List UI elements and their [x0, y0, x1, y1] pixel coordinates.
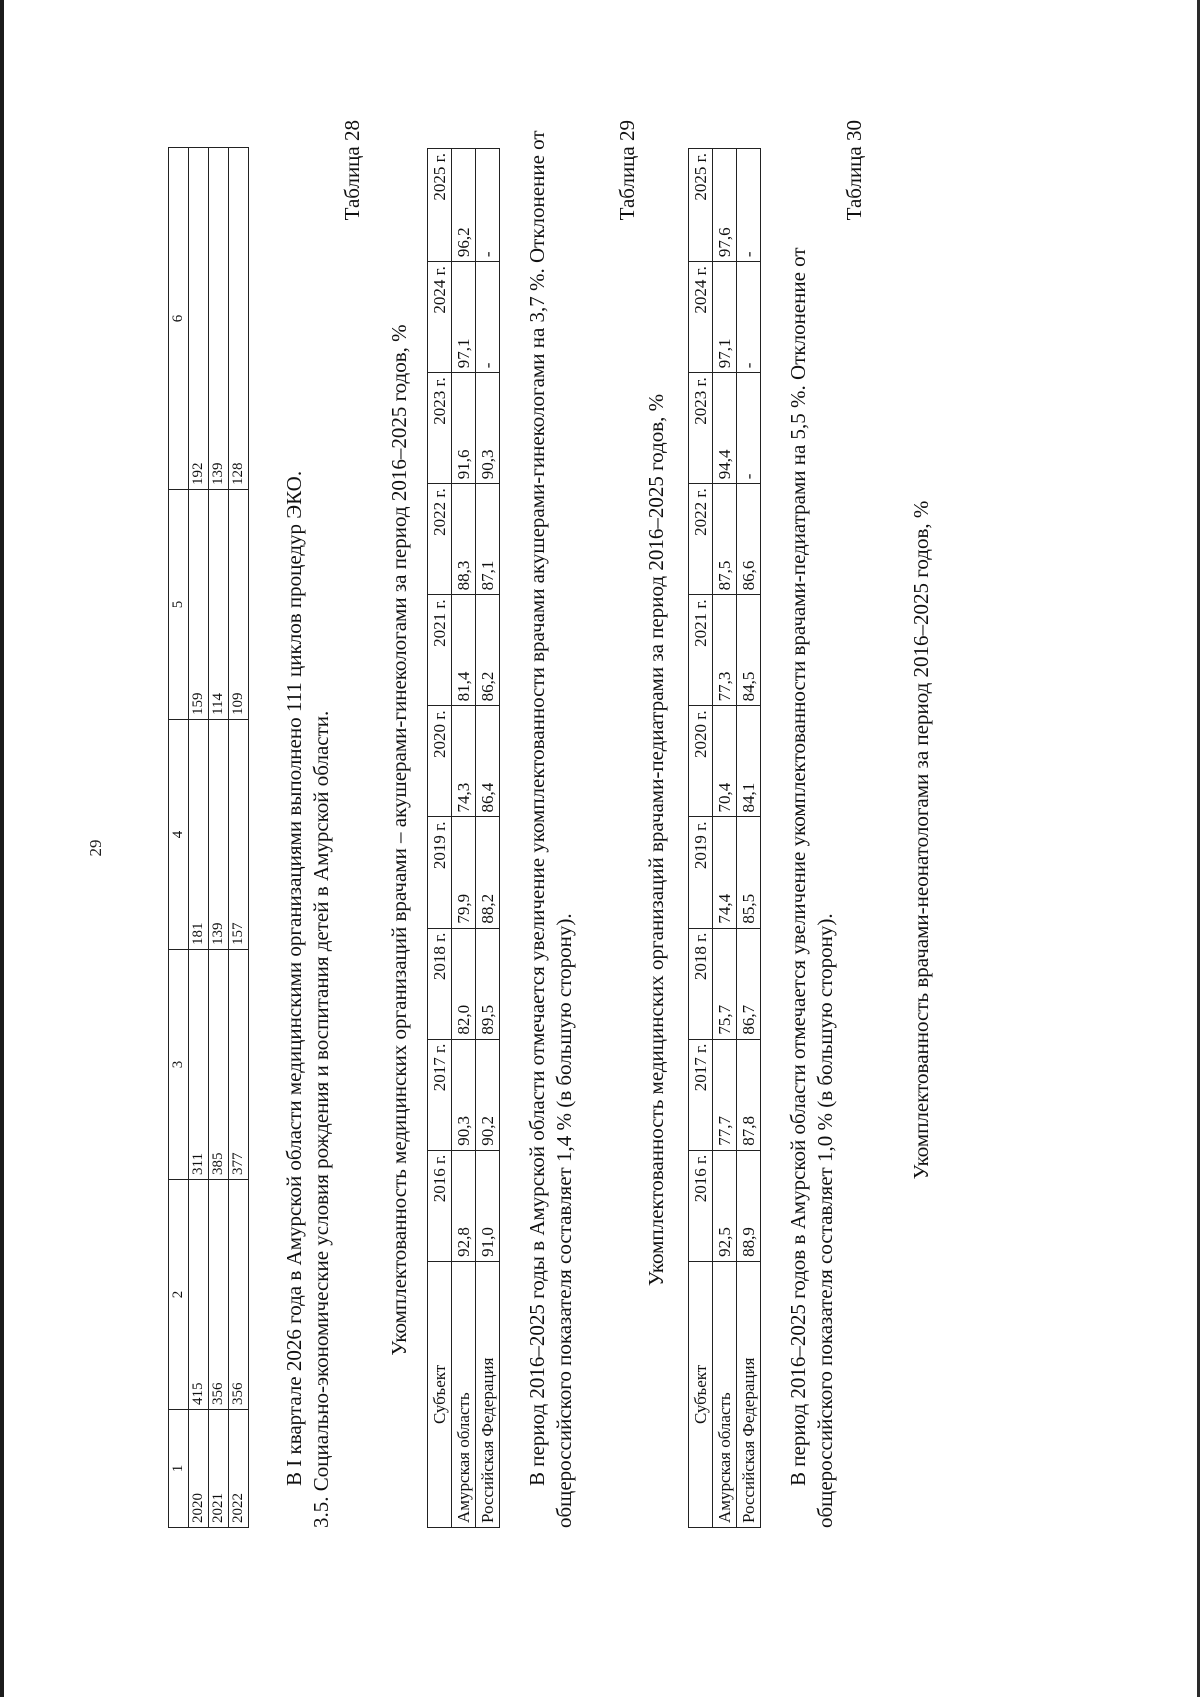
table-row: [189, 148, 209, 1528]
table-cell: -: [476, 149, 500, 262]
table-header-row: [169, 148, 189, 1528]
column-header: 2019 г.: [689, 817, 713, 928]
column-header: 2016 г.: [689, 1150, 713, 1261]
table-row: [737, 149, 761, 1528]
column-header: 2016 г.: [428, 1150, 452, 1261]
table-cell: 90,3: [476, 373, 500, 484]
column-header: 2022 г.: [689, 484, 713, 595]
table-cell: 86,6: [737, 484, 761, 595]
table-cell: 86,2: [476, 595, 500, 706]
table-cell: 86,4: [476, 706, 500, 817]
table-cell: 92,5: [713, 1150, 737, 1261]
table-29-note: В период 2016–2025 годов в Амурской области отмечается увеличение укомплектованности врачами-педиатрами на 5,5 %. Отклонение от общероссийского показателя составляет 1,0 % (в большую сторону).: [786, 247, 837, 1528]
column-header: 2024 г.: [689, 262, 713, 373]
table-cell: 70,4: [713, 706, 737, 817]
table-cell: 159: [189, 490, 209, 720]
table-cell: 88,9: [737, 1150, 761, 1261]
table-cell: 377: [229, 950, 249, 1180]
table-cell: 94,4: [713, 373, 737, 484]
column-header: 2020 г.: [428, 706, 452, 817]
table-30-label: Таблица 30: [842, 120, 866, 221]
table-29: [688, 148, 761, 1528]
table-cell: 192: [189, 148, 209, 490]
section-heading: 3.5. Социально-экономические условия рождения и воспитания детей в Амурской области.: [309, 710, 333, 1528]
column-header: 2017 г.: [428, 1039, 452, 1150]
table-cell: 356: [229, 1180, 249, 1410]
column-header: 2025 г.: [428, 149, 452, 262]
table-cell: 128: [229, 148, 249, 490]
column-header: 2: [169, 1180, 189, 1410]
table-cell: -: [737, 149, 761, 262]
table-cell: 77,3: [713, 595, 737, 706]
table-cell: 109: [229, 490, 249, 720]
table-cell: 87,1: [476, 484, 500, 595]
column-header: 2021 г.: [689, 595, 713, 706]
column-header: 5: [169, 490, 189, 720]
table-cell: 87,5: [713, 484, 737, 595]
column-header: 2020 г.: [689, 706, 713, 817]
table-cell: 84,1: [737, 706, 761, 817]
column-header: 1: [169, 1410, 189, 1528]
table-cell: 91,6: [452, 373, 476, 484]
table-cell: 91,0: [476, 1150, 500, 1261]
table-cell: 356: [209, 1180, 229, 1410]
table-cell: 90,3: [452, 1039, 476, 1150]
column-header: 2023 г.: [428, 373, 452, 484]
column-header: 6: [169, 148, 189, 490]
table-cell: 2021: [209, 1410, 229, 1528]
table-cell: Амурская область: [452, 1261, 476, 1527]
table-cell: 81,4: [452, 595, 476, 706]
table-28: [427, 148, 500, 1528]
column-header: 2024 г.: [428, 262, 452, 373]
table-row: [476, 149, 500, 1528]
table-header-row: [428, 149, 452, 1528]
column-header: Субъект: [689, 1261, 713, 1527]
column-header: 2018 г.: [689, 928, 713, 1039]
table-29-title: Укомплектованность медицинских организаций врачами-педиатрами за период 2016–2025 годов, %: [644, 393, 668, 1287]
column-header: 2021 г.: [428, 595, 452, 706]
page-number: 29: [86, 839, 105, 857]
table-cell: 87,8: [737, 1039, 761, 1150]
table-cell: 82,0: [452, 928, 476, 1039]
table-28-title: Укомплектованность медицинских организаций врачами – акушерами-гинекологами за период 2016–2025 годов, %: [387, 324, 411, 1356]
table-cell: 85,5: [737, 817, 761, 928]
table-cell: 74,3: [452, 706, 476, 817]
table-cell: 97,1: [452, 262, 476, 373]
table-cell: 157: [229, 720, 249, 950]
procedures-table: [168, 147, 249, 1528]
table-cell: 2022: [229, 1410, 249, 1528]
table-cell: 88,2: [476, 817, 500, 928]
column-header: Субъект: [428, 1261, 452, 1527]
table-cell: 84,5: [737, 595, 761, 706]
table-cell: 92,8: [452, 1150, 476, 1261]
column-header: 2017 г.: [689, 1039, 713, 1150]
table-header-row: [689, 149, 713, 1528]
table-row: [452, 149, 476, 1528]
table-cell: 89,5: [476, 928, 500, 1039]
table-cell: -: [737, 262, 761, 373]
table-row: [229, 148, 249, 1528]
column-header: 2023 г.: [689, 373, 713, 484]
rotated-page-content: [140, 120, 1100, 1560]
table-cell: 97,1: [713, 262, 737, 373]
table-28-label: Таблица 28: [340, 120, 364, 221]
table-cell: 86,7: [737, 928, 761, 1039]
table-cell: 311: [189, 950, 209, 1180]
table-29-label: Таблица 29: [615, 120, 639, 221]
table-cell: -: [476, 262, 500, 373]
table-cell: 114: [209, 490, 229, 720]
table-cell: 139: [209, 148, 229, 490]
column-header: 4: [169, 720, 189, 950]
column-header: 3: [169, 950, 189, 1180]
table-cell: 139: [209, 720, 229, 950]
table-cell: Амурская область: [713, 1261, 737, 1527]
table-row: [713, 149, 737, 1528]
table-cell: 415: [189, 1180, 209, 1410]
table-cell: 90,2: [476, 1039, 500, 1150]
table-28-note: В период 2016–2025 годы в Амурской области отмечается увеличение укомплектованности врачами акушерами-гинекологами на 3,7 %. Отклонение от общероссийского показателя составляет 1,4 % (в большую сторону).: [525, 130, 576, 1528]
table-cell: Российская Федерация: [476, 1261, 500, 1527]
column-header: 2018 г.: [428, 928, 452, 1039]
column-header: 2025 г.: [689, 149, 713, 262]
eco-paragraph: В I квартале 2026 года в Амурской области медицинскими организациями выполнено 111 циклов процедур ЭКО.: [282, 470, 306, 1486]
table-row: [209, 148, 229, 1528]
table-cell: 96,2: [452, 149, 476, 262]
table-cell: 75,7: [713, 928, 737, 1039]
table-cell: -: [737, 373, 761, 484]
table-cell: 2020: [189, 1410, 209, 1528]
table-cell: 385: [209, 950, 229, 1180]
table-cell: 77,7: [713, 1039, 737, 1150]
column-header: 2022 г.: [428, 484, 452, 595]
table-cell: 74,4: [713, 817, 737, 928]
scan-left-edge: [0, 0, 4, 1697]
table-cell: 88,3: [452, 484, 476, 595]
table-cell: 181: [189, 720, 209, 950]
table-30-title: Укомплектованность врачами-неонатологами за период 2016–2025 годов, %: [909, 500, 933, 1180]
column-header: 2019 г.: [428, 817, 452, 928]
table-cell: 79,9: [452, 817, 476, 928]
table-cell: 97,6: [713, 149, 737, 262]
table-cell: Российская Федерация: [737, 1261, 761, 1527]
